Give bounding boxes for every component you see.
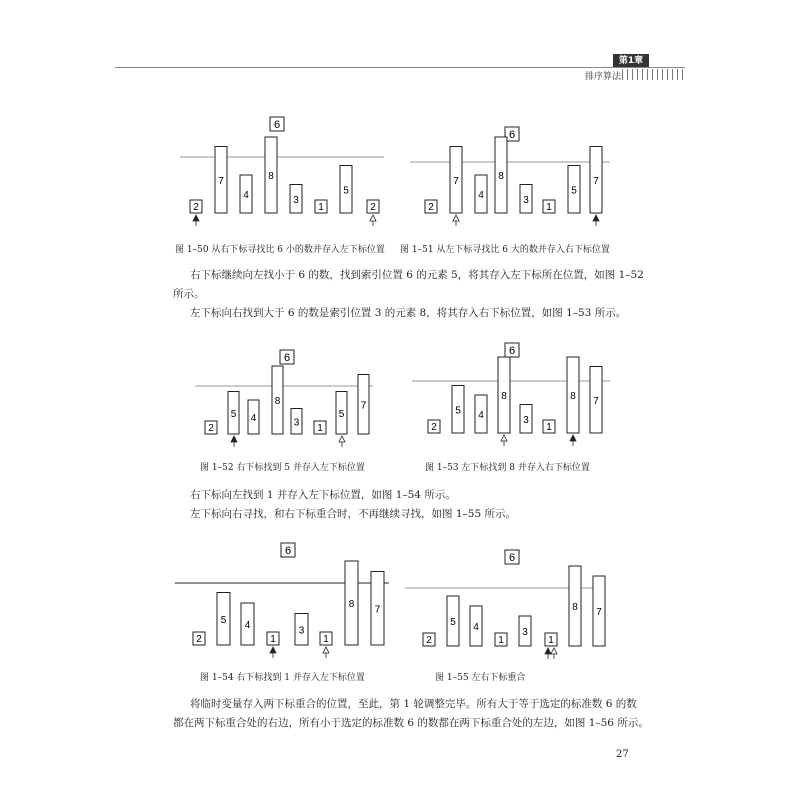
right-index-arrow-icon	[570, 435, 576, 441]
bar-label-3: 1	[270, 634, 276, 645]
bar-label-5: 1	[546, 202, 552, 213]
bar-label-0: 2	[196, 634, 202, 645]
paragraph-1a: 右下标继续向左找小于 6 的数，找到索引位置 6 的元素 5，将其存入左下标所在位置，如图 1–52	[190, 269, 644, 281]
bar-label-0: 2	[193, 202, 199, 213]
caption-1-53: 图 1–53 左下标找到 8 并存入右下标位置	[425, 463, 590, 473]
figure-1-51	[405, 115, 615, 230]
bar-label-2: 4	[478, 190, 484, 201]
bar-label-6: 5	[571, 185, 577, 197]
caption-1-50: 图 1–50 从右下标寻找比 6 小的数并存入左下标位置	[175, 245, 385, 255]
bar-diagram	[175, 533, 395, 658]
bar-label-1: 7	[453, 175, 459, 187]
bar-label-7: 2	[370, 202, 376, 213]
bar-label-5: 1	[548, 635, 554, 646]
pivot-label: 6	[508, 345, 516, 357]
pivot-label: 6	[273, 119, 281, 131]
figure-1-54	[175, 533, 395, 658]
bar-label-6: 5	[343, 185, 349, 197]
pivot-label: 6	[508, 129, 516, 141]
header-rule	[115, 67, 685, 68]
bar-label-5: 1	[317, 423, 323, 434]
page-number: 27	[616, 749, 629, 760]
left-index-arrow-icon	[370, 215, 376, 221]
bar-label-5: 1	[323, 634, 329, 645]
bar-label-0: 2	[431, 422, 437, 433]
bar-label-3: 8	[274, 396, 281, 407]
bar-label-2: 4	[473, 622, 479, 633]
bar-label-2: 4	[478, 410, 484, 421]
pivot-label: 6	[508, 552, 516, 564]
figure-1-50	[170, 105, 400, 230]
caption-1-55: 图 1–55 左右下标重合	[435, 673, 526, 683]
bar-label-6: 8	[348, 599, 355, 610]
bar-label-4: 3	[523, 194, 529, 206]
bar-label-4: 3	[293, 417, 300, 429]
bar-label-4: 3	[522, 627, 528, 638]
bar-label-2: 4	[250, 413, 257, 424]
bar-label-1: 5	[230, 408, 237, 420]
paragraph-5b: 都在两下标重合处的右边，所有小于选定的标准数 6 的数都在两下标重合处的左边，如图 1–56 所示。	[173, 717, 649, 729]
bar-label-2: 4	[243, 190, 249, 201]
bar-label-7: 7	[374, 604, 381, 616]
bar-label-2: 4	[244, 620, 251, 631]
bar-label-6: 8	[570, 391, 576, 402]
paragraph-2: 左下标向右找到大于 6 的数是索引位置 3 的元素 8，将其存入右下标位置，如图 1–53 所示。	[190, 307, 627, 319]
bar-label-0: 2	[426, 635, 432, 646]
bar-label-3: 8	[501, 391, 507, 402]
bar-label-1: 5	[220, 614, 227, 626]
bar-label-0: 2	[208, 423, 214, 434]
bar-label-7: 7	[593, 395, 599, 407]
bar-label-3: 1	[498, 635, 504, 646]
left-index-arrow-icon	[453, 215, 459, 221]
bar-label-3: 8	[268, 171, 274, 182]
bar-label-1: 5	[450, 617, 456, 628]
figure-1-53	[410, 333, 615, 445]
caption-1-54: 图 1–54 右下标找到 1 并存入左下标位置	[200, 673, 365, 683]
bar-label-4: 3	[298, 625, 305, 637]
bar-label-7: 7	[360, 400, 367, 412]
bar-label-7: 7	[593, 175, 599, 187]
paragraph-1b: 所示。	[173, 288, 205, 300]
left-index-arrow-icon	[339, 436, 345, 442]
right-index-arrow-icon	[193, 215, 199, 221]
section-title: 排序算法	[585, 72, 622, 82]
bar-label-4: 3	[523, 414, 529, 426]
chapter-tag: 第1章	[613, 54, 649, 68]
paragraph-5a: 将临时变量存入两下标重合的位置，至此，第 1 轮调整完毕。所有大于等于选定的标准数 6 的数	[190, 698, 637, 710]
left-index-arrow-icon	[501, 435, 507, 441]
right-index-arrow-icon	[593, 215, 599, 221]
pivot-label: 6	[283, 352, 291, 364]
caption-1-51: 图 1–51 从左下标寻找比 6 大的数并存入右下标位置	[400, 245, 610, 255]
bar-label-1: 7	[218, 175, 224, 187]
right-index-arrow-icon	[270, 647, 276, 653]
bar-label-5: 1	[318, 202, 324, 213]
paragraph-4: 左下标向右寻找，和右下标重合时，不再继续寻找，如图 1–55 所示。	[190, 508, 516, 520]
bar-label-6: 5	[338, 408, 345, 420]
bar-diagram	[190, 340, 380, 445]
paragraph-3: 右下标向左找到 1 并存入左下标位置，如图 1–54 所示。	[190, 489, 456, 501]
bar-diagram	[405, 540, 610, 658]
bar-label-3: 8	[498, 171, 504, 182]
bar-label-7: 7	[596, 607, 602, 618]
header-stripes	[622, 69, 685, 80]
bar-diagram	[170, 105, 400, 230]
bar-diagram	[410, 333, 615, 445]
pivot-label: 6	[284, 545, 292, 557]
left-index-arrow-icon	[551, 648, 557, 654]
caption-1-52: 图 1–52 右下标找到 5 并存入左下标位置	[200, 463, 365, 473]
bar-label-6: 8	[572, 602, 578, 613]
bar-diagram	[405, 115, 615, 230]
figure-1-55	[405, 540, 610, 658]
left-index-arrow-icon	[323, 647, 329, 653]
right-index-arrow-icon	[545, 648, 551, 654]
bar-label-1: 5	[455, 405, 461, 417]
bar-label-4: 3	[293, 194, 299, 206]
bar-label-0: 2	[428, 202, 434, 213]
figure-1-52	[190, 340, 380, 445]
bar-label-5: 1	[546, 422, 552, 433]
right-index-arrow-icon	[231, 436, 237, 442]
